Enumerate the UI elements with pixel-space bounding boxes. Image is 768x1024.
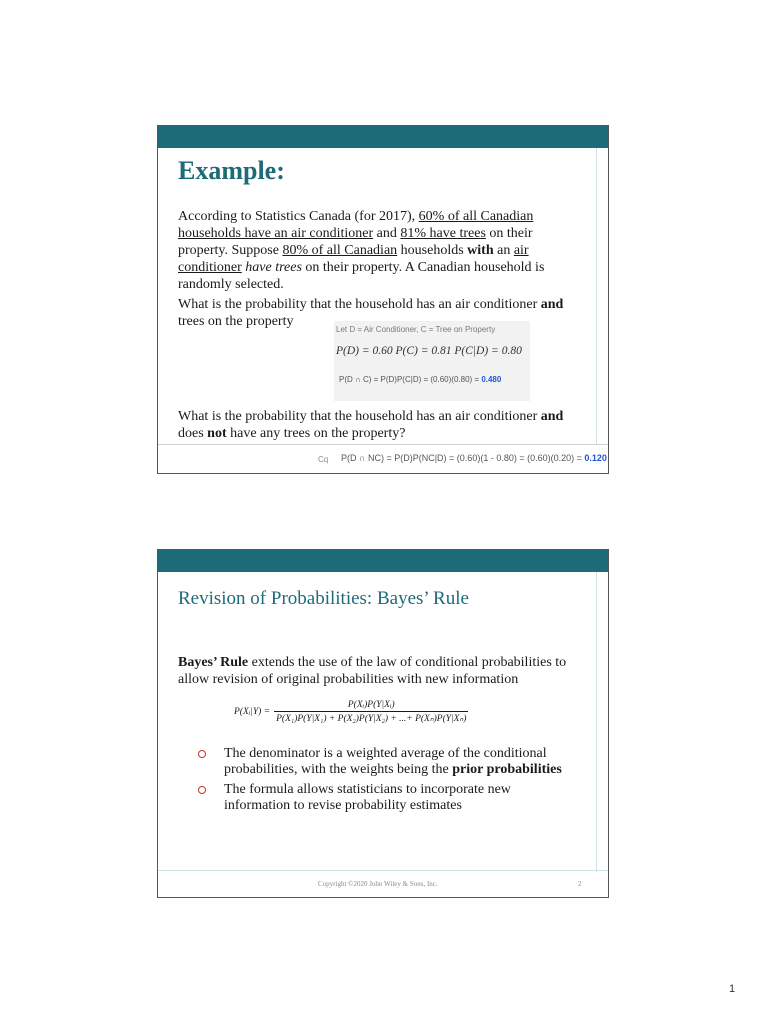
slide-right-rule [596,148,597,474]
joint-probability-result [339,375,501,384]
variable-definitions: Let D = Air Conditioner, C = Tree on Property [336,325,496,334]
question-bold: and [540,297,564,312]
result-value: 0.120 [584,453,607,463]
given-probabilities: P(D) = 0.60 P(C) = 0.81 P(C|D) = 0.80 [336,345,522,357]
bayes-intro-paragraph [178,654,583,688]
bullet-item [198,746,578,778]
question-text: have any trees on the property? [226,426,406,441]
bullet-text: The formula allows statisticians to incorporate new information to revise probability estimates [224,782,511,813]
bullet-item [198,782,578,814]
bullet-bold: prior probabilities [452,762,562,777]
question-two [178,408,583,442]
stat-air-conditioner: 60% of all Canadian households have an air conditioner [178,209,534,241]
bayes-rule-term: Bayes’ Rule [178,655,249,670]
stat-eighty-percent: 80% of all Canadian [282,243,398,258]
formula-lhs: P(Xᵢ|Y) = [234,707,271,717]
bullet-circle-icon [198,750,206,758]
slide-example [157,125,609,474]
intro-italic: have trees [245,260,302,275]
answer-overlay-bar [158,444,608,474]
bullet-circle-icon [198,786,206,794]
intro-text: According to Statistics Canada (for 2017), [178,209,419,224]
intro-text: and [373,226,401,241]
copyright-text: Copyright ©2020 John Wiley & Sons, Inc. [318,880,438,888]
intro-text: an [493,243,514,258]
slide-number: 2 [578,880,582,888]
result-text: P(D ∩ NC) = P(D)P(NC|D) = (0.60)(1 - 0.80) = (0.60)(0.20) = [341,453,585,463]
question-bold: and [540,409,564,424]
slide-title: Example: [178,156,285,185]
formula-numerator: P(Xᵢ)P(Y|Xᵢ) [347,700,395,710]
slide-title: Revision of Probabilities: Bayes’ Rule [178,588,469,609]
slide-header-bar [158,550,608,572]
question-text: trees on the property [178,314,294,329]
slide-right-rule [596,572,597,872]
bayes-formula [234,700,468,724]
result-text: P(D ∩ C) = P(D)P(C|D) = (0.60)(0.80) = [339,375,482,384]
slide-header-bar [158,126,608,148]
slide-bayes-rule [157,549,609,898]
bullet-list [198,746,578,818]
no-trees-result [341,453,607,463]
calculation-box [334,321,530,401]
question-text: does [178,426,208,441]
stat-air-conditioner-2: air conditioner [178,243,529,275]
question-text: What is the probability that the household has an air conditioner [178,409,541,424]
intro-text: on their property. A Canadian household is randomly selected. [178,260,545,292]
intro-paragraph [178,208,583,293]
intro-text: households [397,243,468,258]
question-bold: not [207,426,227,441]
bayes-intro-text: extends the use of the law of conditional probabilities to allow revision of original probabilities with new information [178,655,567,687]
stat-trees: 81% have trees [400,226,486,241]
question-text: What is the probability that the household has an air conditioner [178,297,541,312]
intro-bold: with [467,243,494,258]
footer-rule [158,870,608,871]
formula-fraction [274,700,468,724]
cropped-label: Cq [318,455,329,464]
intro-text: on their property. Suppose [178,226,533,258]
bullet-text: The denominator is a weighted average of the conditional probabilities, with the weights being the [224,746,547,777]
result-value: 0.480 [481,375,502,384]
formula-denominator: P(X₁)P(Y|X₁) + P(X₂)P(Y|X₂) + ...+ P(Xₙ)P(Y|Xₙ) [274,711,468,724]
page-number: 1 [729,983,736,995]
